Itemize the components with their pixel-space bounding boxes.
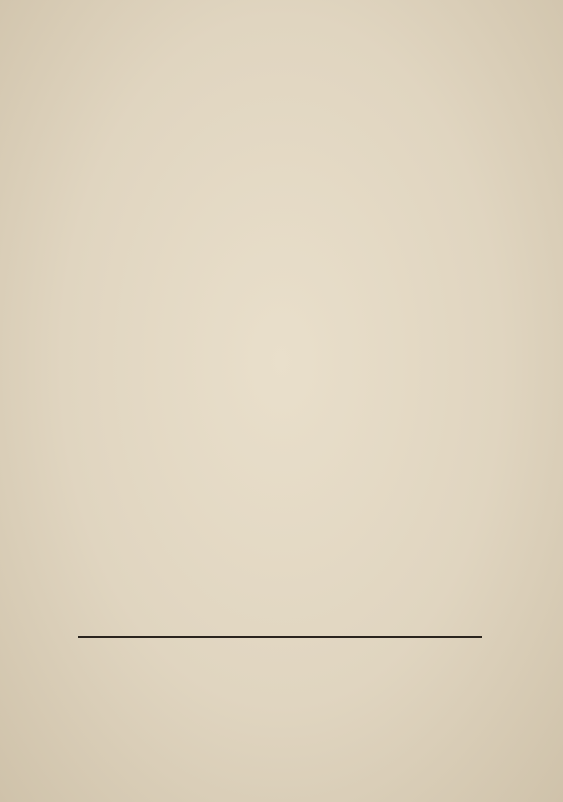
ornamental-border-top xyxy=(18,10,545,54)
ornamental-border-bottom xyxy=(18,744,545,788)
ornamental-border-right xyxy=(506,54,550,744)
horizontal-rule xyxy=(78,636,482,638)
ornamental-border-left xyxy=(14,54,58,744)
